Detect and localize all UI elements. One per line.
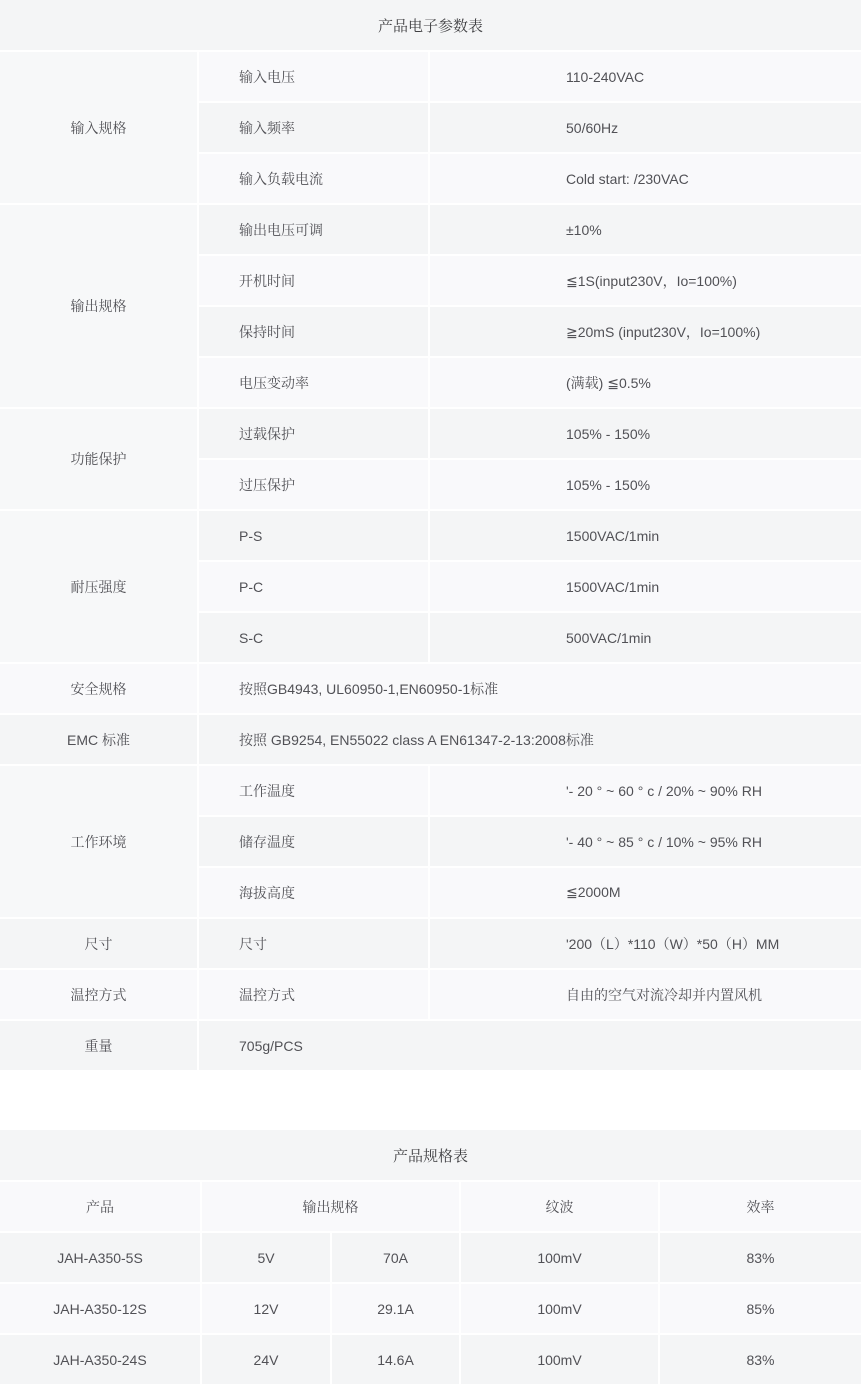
param-value: 500VAC/1min [430,613,861,662]
spec-group [0,409,861,509]
spec-group [0,52,861,203]
param-value: 1500VAC/1min [430,511,861,560]
param-value: 1500VAC/1min [430,562,861,611]
param-value: '- 40 ° ~ 85 ° c / 10% ~ 95% RH [430,817,861,866]
param-name: S-C [199,613,428,662]
category-cell: 输入规格 [0,52,197,203]
param-name: 海拔高度 [199,868,428,917]
spec-group [0,511,861,662]
spec-group [0,970,861,1019]
param-name: P-C [199,562,428,611]
table-row [0,1233,861,1282]
param-value: Cold start: /230VAC [430,154,861,203]
output-current: 14.6A [332,1335,459,1384]
efficiency-value: 83% [660,1233,861,1282]
param-value: ±10% [430,205,861,254]
spec-group [0,205,861,407]
header-output-spec: 输出规格 [202,1182,459,1231]
param-name: 过载保护 [199,409,428,458]
product-spec-title: 产品规格表 [0,1130,861,1180]
category-cell: 安全规格 [0,664,197,713]
merged-value: 按照 GB9254, EN55022 class A EN61347-2-13:2008标准 [199,715,861,764]
category-cell: 重量 [0,1021,197,1070]
param-name: 输入负载电流 [199,154,428,203]
header-ripple: 纹波 [461,1182,658,1231]
merged-value: 705g/PCS [199,1021,861,1070]
spec-group [0,1021,861,1070]
ripple-value: 100mV [461,1284,658,1333]
param-value: 自由的空气对流冷却并内置风机 [430,970,861,1019]
param-value: ≦2000M [430,868,861,917]
param-name: 输入频率 [199,103,428,152]
output-current: 70A [332,1233,459,1282]
spec-group [0,919,861,968]
param-name: P-S [199,511,428,560]
param-value: (满载) ≦0.5% [430,358,861,407]
param-name: 输出电压可调 [199,205,428,254]
ripple-value: 100mV [461,1335,658,1384]
category-cell: 耐压强度 [0,511,197,662]
param-name: 温控方式 [199,970,428,1019]
param-value: 110-240VAC [430,52,861,101]
product-model: JAH-A350-24S [0,1335,200,1384]
param-value: ≧20mS (input230V，Io=100%) [430,307,861,356]
spec-group [0,766,861,917]
param-name: 输入电压 [199,52,428,101]
param-value: 105% - 150% [430,409,861,458]
product-spec-body [0,1233,861,1384]
electrical-params-body [0,52,861,1070]
param-name: 过压保护 [199,460,428,509]
product-spec-header-row [0,1182,861,1231]
category-cell: 功能保护 [0,409,197,509]
ripple-value: 100mV [461,1233,658,1282]
electrical-params-title: 产品电子参数表 [0,0,861,50]
param-value: '- 20 ° ~ 60 ° c / 20% ~ 90% RH [430,766,861,815]
param-value: 50/60Hz [430,103,861,152]
category-cell: 输出规格 [0,205,197,407]
category-cell: EMC 标准 [0,715,197,764]
header-efficiency: 效率 [660,1182,861,1231]
spec-group [0,715,861,764]
efficiency-value: 83% [660,1335,861,1384]
output-voltage: 12V [202,1284,330,1333]
param-name: 尺寸 [199,919,428,968]
spec-group [0,664,861,713]
efficiency-value: 85% [660,1284,861,1333]
table-row [0,1335,861,1384]
category-cell: 尺寸 [0,919,197,968]
product-spec-table [0,1130,861,1384]
output-voltage: 24V [202,1335,330,1384]
param-name: 电压变动率 [199,358,428,407]
param-value: '200（L）*110（W）*50（H）MM [430,919,861,968]
param-name: 保持时间 [199,307,428,356]
product-model: JAH-A350-5S [0,1233,200,1282]
category-cell: 工作环境 [0,766,197,917]
param-name: 开机时间 [199,256,428,305]
header-product: 产品 [0,1182,200,1231]
category-cell: 温控方式 [0,970,197,1019]
output-voltage: 5V [202,1233,330,1282]
merged-value: 按照GB4943, UL60950-1,EN60950-1标准 [199,664,861,713]
param-value: ≦1S(input230V，Io=100%) [430,256,861,305]
param-value: 105% - 150% [430,460,861,509]
param-name: 储存温度 [199,817,428,866]
output-current: 29.1A [332,1284,459,1333]
product-model: JAH-A350-12S [0,1284,200,1333]
param-name: 工作温度 [199,766,428,815]
table-row [0,1284,861,1333]
